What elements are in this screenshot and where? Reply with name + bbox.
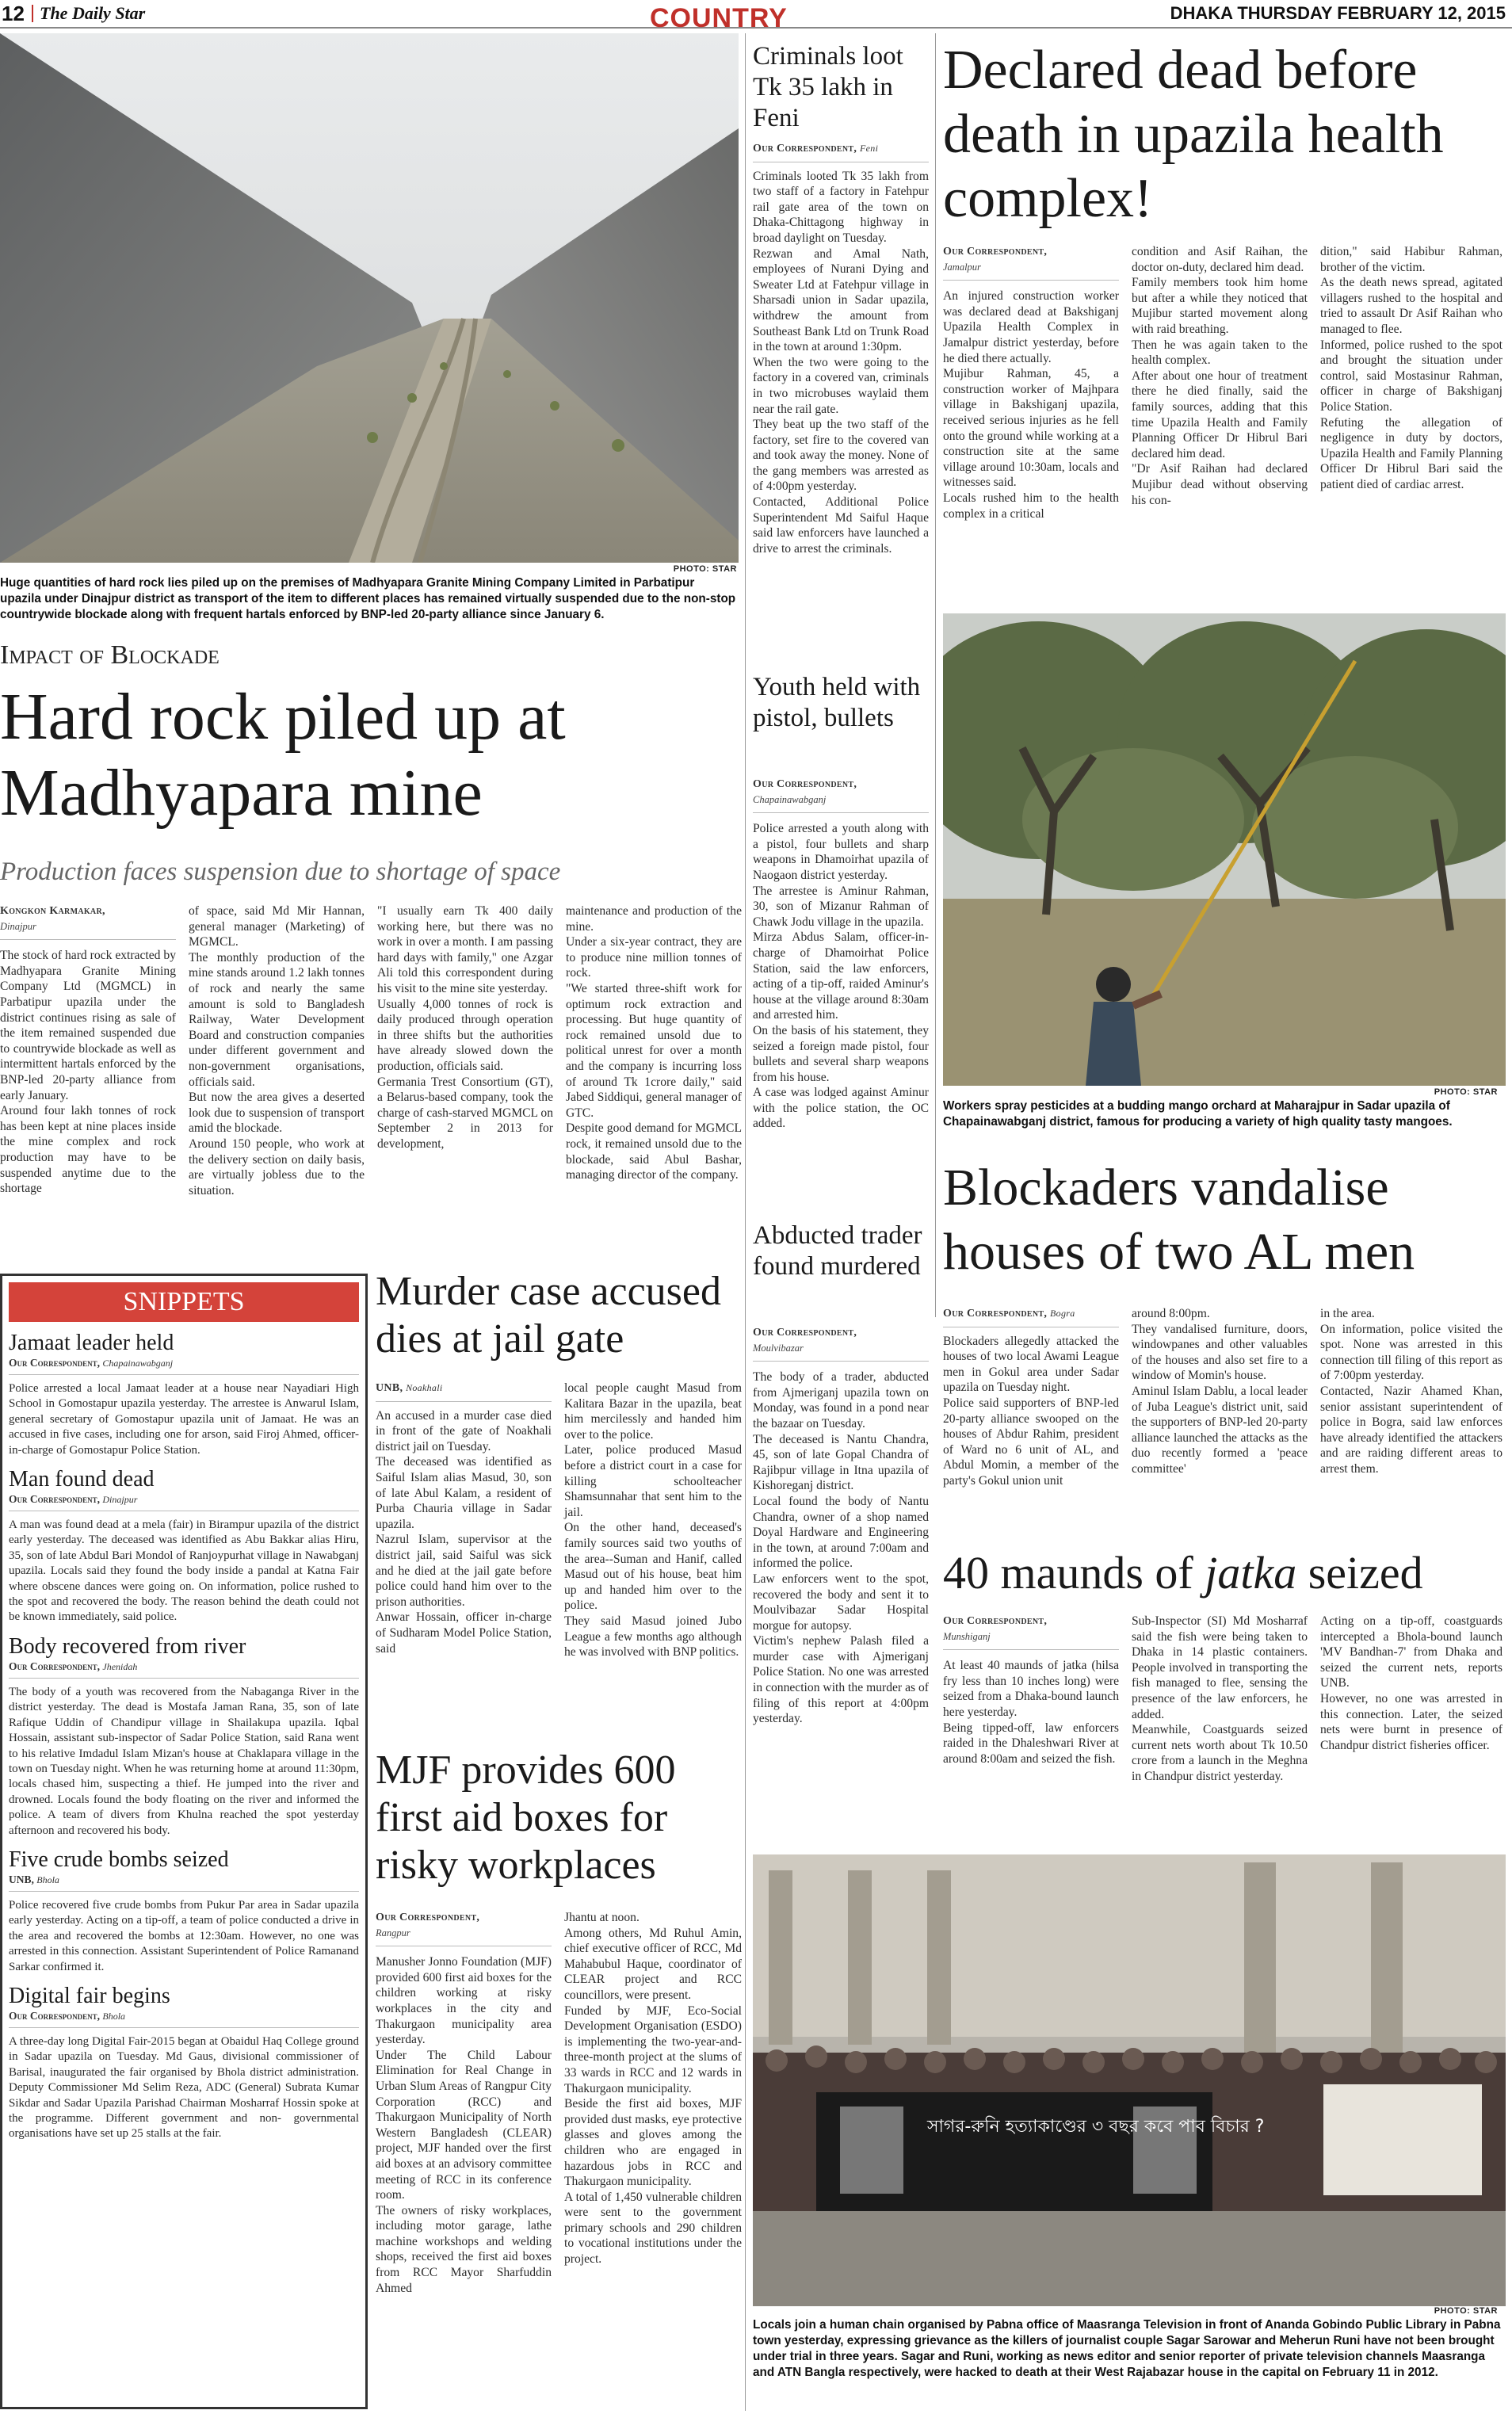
youth-dateline: Chapainawabganj	[753, 793, 929, 814]
feni-col	[753, 141, 929, 556]
youth-text: Police arrested a youth along with a pistol, four bullets and sharp weapons in Dhamoirhat upazila of Naogaon district yesterday. The arrestee is Aminur Rahman, 30, son of Mizanur Rahman of Chawk Jodu village in the upazila. Mirza Abdus Salam, officer-in-charge of Dhamoirhat Police Station, said the law enforcers, acting of a tip-off, raided Aminur's house at the village around 8:30am and arrested him. On the basis of his statement, they seized a foreign made pistol, four bullets and several sharp weapons from his house. A case was lodged against Aminur with the police station, the OC added.	[753, 822, 929, 1131]
snippet-title: Five crude bombs seized	[9, 1847, 229, 1872]
mjf-dateline: Rangpur	[376, 1926, 552, 1947]
section-title: COUNTRY	[650, 3, 788, 33]
snippet-byline: Our Correspondent, Chapainawabganj	[9, 1357, 359, 1375]
masthead-divider	[32, 5, 33, 22]
mine-headline-line1: Hard rock piled up at	[0, 680, 566, 754]
page-number: 12	[2, 2, 25, 25]
mine-col-4: maintenance and production of the mine. Under a six-year contract, they are to produce nine million tonnes of rock. "We started three-shift work for optimum rock extraction and processing. But huge quantity of rock remained unsold due to political unrest for over a month and the company is incurring loss of around Tk 1crore daily," said Jabed Siddiqui, general manager of GTC. Despite good demand for MGMCL rock, it remained unsold due to the blockade, said Abul Bashar, managing director of the company.	[566, 904, 742, 1182]
snippet-title: Digital fair begins	[9, 1983, 170, 2008]
column-rule	[935, 33, 936, 1317]
snippet-item	[9, 1466, 359, 1625]
mine-col-1	[0, 903, 176, 1197]
declared-byline: Our Correspondent,	[943, 246, 1048, 258]
mango-photo	[943, 613, 1506, 1086]
snippet-title: Body recovered from river	[9, 1633, 246, 1659]
snippet-text: A three-day long Digital Fair-2015 began at Obaidul Haq College ground in Sadar upazila on Tuesday. Md Gaus, divisional commissioner of Barisal, inaugurated the fair organised by Bhola district administration. Deputy Commissioner Md Selim Reza, ADC (General) Subrata Kumar Sikdar and Sadar Upazila Parishad Chairman Mosharraf Hossin spoke at the programme. Different government and non- governmental organisations have set up 25 stalls at the fair.	[9, 2034, 359, 2141]
mine-photo-caption: Huge quantities of hard rock lies piled up on the premises of Madhyapara Granite Mining Company Limited in Parbatipur upazila under Dinajpur district as transport of the item to different places has remained virtually suspended due to the non-stop countrywide blockade along with frequent hartals enforced by BNP-led 20-party alliance since January 6.	[0, 576, 736, 621]
declared-dead-headline: Declared dead before death in upazila health complex!	[943, 40, 1444, 229]
mjf-text-1: Manusher Jonno Foundation (MJF) provided 600 first aid boxes for the children working at risky workplaces in the city and Thakurgaon municipality area yesterday. Under The Child Labour Elimination for Real Change in Urban Slum Areas of Rangpur City Corporation (RCC) and Thakurgaon Municipality of North Western Bangladesh (CLEAR) project, MJF handed over the first aid boxes at an advisory committee meeting of RCC in its conference room. The owners of risky workplaces, including motor garage, lathe machine workshops and welding shops, received the first aid boxes from RCC Mayor Sharfuddin Ahmed	[376, 1955, 552, 2295]
paper-name: The Daily Star	[40, 3, 146, 23]
jatka-col-3: Acting on a tip-off, coastguards intercepted a Bhola-bound launch 'MV Bandhan-7' from Dhaka and seized the current nets, reports UNB. However, no one was arrested in this connection. Later, the seized nets were burnt in presence of Chandpur district fisheries officer.	[1320, 1614, 1502, 1752]
declared-text-1: An injured construction worker was declared dead at Bakshiganj Upazila Health Complex in Jamalpur district yesterday, before he died there actually. Mujibur Rahman, 45, a construction worker of Majhpara village in Bakshiganj upazila, received serious injuries as he fell onto the ground while working at a construction site at the same village around 10:30am, locals and witnesses said. Locals rushed him to the health complex in a critical	[943, 289, 1119, 521]
murder-byline: UNB, Noakhali	[376, 1382, 443, 1394]
snippet-title: Man found dead	[9, 1467, 155, 1492]
jatka-byline: Our Correspondent,	[943, 1615, 1048, 1627]
blockaders-col-3: in the area. On information, police visited the spot. None was arrested in this connection till filing of this report as of 7:00pm yesterday. Contacted, Nazir Ahamed Khan, senior assistant superintendent of police in Bogra, said law enforces have already identified the attackers and are raiding different areas to arrest them.	[1320, 1307, 1502, 1476]
blockaders-headline: Blockaders vandalise houses of two AL men	[943, 1159, 1415, 1281]
chain-photo-caption: Locals join a human chain organised by Pabna office of Maasranga Television in front of Ananda Gobindo Public Library in Pabna town yesterday, expressing grievance as the killers of journalist couple Sagar Sarowar and Meherun Runi have not been brought under trial in three years. Sagar and Runi, working as news editor and senior reporter of private television channels Maasranga and ATN Bangla respectively, were hacked to death at their West Rajabazar house in the capital on February 11 in 2012.	[753, 2318, 1501, 2379]
mango-photo-caption: Workers spray pesticides at a budding mango orchard at Maharajpur in Sadar upazila of Chapainawabganj district, famous for producing a variety of high quality tasty mangoes.	[943, 1099, 1453, 1129]
youth-col	[753, 777, 929, 1132]
snippet-item	[9, 1330, 359, 1458]
youth-byline: Our Correspondent,	[753, 778, 857, 790]
abducted-text: The body of a trader, abducted from Ajmeriganj upazila town on Monday, was found in a pond near the bazaar on Tuesday. The deceased is Nantu Chandra, 45, son of late Gopal Chandra of Rajibpur village in Itna upazila of Kishoreganj district. Local found the body of Nantu Chandra, owner of a shop named Doyal Hardware and Engineering in the town, at around 7:00am and informed the police. Law enforcers went to the spot, recovered the body and sent it to Moulvibazar Sadar Hospital morgue for autopsy. Victim's nephew Palash filed a murder case with Ajmeriganj Police Station. No one was arrested in connection with the murder as of filing of this report at 4:00pm yesterday.	[753, 1370, 929, 1726]
snippet-text: Police arrested a local Jamaat leader at a house near Nayadiari High School in Gomostapur upazila yesterday. The arrestee is Anwarul Islam, general secretary of Gomostapur upazila unit of Jamaat. He was an accused in five cases, including one for arson, said Firoj Ahmed, officer-in-charge of Gomostapur Police Station.	[9, 1382, 359, 1457]
mjf-headline: MJF provides 600 first aid boxes for risky workplaces	[376, 1747, 676, 1888]
snippet-text: A man was found dead at a mela (fair) in Birampur upazila of the district early yesterday. The deceased was identified as Abu Bakkar alias Hiru, 35, son of late Abdul Bari Mondol of Ranjoypurhat village in Nawabganj upazila. Locals said they found the body inside a pandal at Katna Fair where obscene dances were going on. On information, police rushed to the spot and recovered the body. The reason behind the death could not be known immediately, said police.	[9, 1518, 359, 1624]
snippet-byline: UNB, Bhola	[9, 1874, 359, 1892]
murder-col-2: local people caught Masud from Kalitara Bazar in the upazila, beat him mercilessly and handed him over to the police. Later, police produced Masud before a district court in a case for killing schoolteacher Shamsunnahar that sent him to the jail. On the other hand, deceased's family sources said two youths of the area--Suman and Hanif, called Masud out of his house, beat him up and handed him over to the police. They said Masud joined Jubo League a few months ago although he was involved with BNP politics.	[564, 1381, 742, 1660]
youth-headline: Youth held with pistol, bullets	[753, 673, 921, 732]
mine-headline-line2: Madhyapara mine	[0, 756, 483, 830]
snippet-text: Police recovered five crude bombs from Pukur Par area in Sadar upazila early yesterday. Acting on a tip-off, a team of police conducted a drive in the area and recovered the bombs at 12:30am. However, no one was arrested in this connection. Assistant Superintendent of Police Ramanand Sarkar confirmed it.	[9, 1898, 359, 1973]
snippet-title: Jamaat leader held	[9, 1331, 174, 1355]
declared-col-3: dition," said Habibur Rahman, brother of the victim. As the death news spread, agitated villagers rushed to the hospital and tried to assault Dr Asif Raihan who managed to flee. Informed, police rushed to the spot and brought the situation under control, said Mostasinur Rahman, officer in charge of Bakshiganj Police Station. Refuting the allegation of negligence in duty by doctors, Upazila Health and Family Planning Officer Dr Hibrul Bari said the patient died of cardiac arrest.	[1320, 245, 1502, 491]
mine-photo	[0, 33, 739, 563]
feni-headline: Criminals loot Tk 35 lakh in Feni	[753, 42, 903, 132]
snippet-byline: Our Correspondent, Jhenidah	[9, 1660, 359, 1679]
murder-text-1: An accused in a murder case died in front of the gate of Noakhali district jail on Tuesday. The deceased was identified as Saiful Islam alias Masud, 30, son of late Abul Kalam, a resident of Purba Chauria village in Sadar upazila. Nazrul Islam, supervisor at the district jail, said Saiful was sick and he died at the jail gate before police could hand him over to the prison authorities. Anwar Hossain, officer in-charge of Sudharam Model Police Station, said	[376, 1408, 552, 1656]
mine-col-3: "I usually earn Tk 400 daily working here, but there was no work in over a month. I am passing hard days with family," one Azgar Ali told this correspondent during his visit to the mine site yesterday. Usually 4,000 tonnes of rock is daily produced through operation in three shifts but the authorities have already slowed down the production, officials said. Germania Trest Consortium (GT), a Belarus-based company, took the charge of cash-starved MGMCL on September 2 in 2013 for development,	[377, 904, 553, 1151]
mango-photo-credit: PHOTO: STAR	[1434, 1087, 1498, 1097]
mine-byline: Kongkon Karmakar,	[0, 905, 105, 917]
feni-text: Criminals looted Tk 35 lakh from two staff of a factory in Fatehpur rail gate area of the town on Dhaka-Chittagong highway in broad daylight on Tuesday. Rezwan and Amal Nath, employees of Nurani Dying and Sweater Ltd at Fatehpur village in Sharsadi union in Sadar upazila, withdrew the amount from Southeast Bank Ltd on Trunk Road in the town at around 1:30pm. When the two were going to the factory in a covered van, criminals in two microbuses waylaid them near the rail gate. They beat up the two staff of the factory, set fire to the covered van and took away the money. None of the gang members was arrested as of 4:00pm yesterday. Contacted, Additional Police Superintendent Md Saiful Haque said law enforcers have launched a drive to arrest the criminals.	[753, 169, 929, 556]
mjf-col-2: Jhantu at noon. Among others, Md Ruhul Amin, chief executive officer of RCC, Md Mahabubul Haque, coordinator of CLEAR project and RCC councillors, were present. Funded by MJF, Eco-Social Development Organisation (ESDO) is implementing the two-year-and-three-month project at the slums of 33 wards in RCC and 12 wards in Thakurgaon municipality. Beside the first aid boxes, MJF provided dust masks, eye protective glasses and gloves among the children who are engaged in hazardous jobs in RCC and Thakurgaon municipality. A total of 1,450 vulnerable children were sent to the government primary schools and 290 children to vocational institutions under the project.	[564, 1911, 742, 2267]
mine-dateline: Dinajpur	[0, 919, 176, 941]
declared-dateline: Jamalpur	[943, 260, 1119, 281]
declared-col-2: condition and Asif Raihan, the doctor on-duty, declared him dead. Family members took him home but after a while they noticed that Mujibur started movement along with raid breathing. Then he was again taken to the health complex. After about one hour of treatment there he died finally, said the family sources, adding that this time Upazila Health and Family Planning Officer Dr Hibrul Bari declared him dead. "Dr Asif Raihan had declared Mujibur dead without observing his con-	[1132, 245, 1308, 507]
declared-col-1	[943, 244, 1119, 521]
snippet-item	[9, 1983, 359, 2142]
snippet-text: The body of a youth was recovered from the Nabaganga River in the district yesterday. The dead is Mostafa Jaman Rana, 35, son of late Rafique Uddin of Chandipur village in Shailakupa upazila. Iqbal Hossain, assistant sub-inspector of Sadar Police Station, said Rana went to his relative Imdadul Islam Mizan's house at Chaklapara village in the town on Tuesday night. When he was returning home at around 11:30pm, locals chased him, suspecting a thief. He jumped into the river and drowned. Locals found the body floating on the river and informed the police. A team of divers from Khulna reached the spot yesterday afternoon and recovered his body.	[9, 1685, 359, 1837]
murder-col-1	[376, 1381, 552, 1656]
mine-kicker: Impact of Blockade	[0, 640, 220, 670]
chain-photo-credit: PHOTO: STAR	[1434, 2306, 1498, 2316]
abducted-dateline: Moulvibazar	[753, 1341, 929, 1362]
jatka-col-2: Sub-Inspector (SI) Md Mosharraf said the fish were being taken to Dhaka in 14 plastic containers. People involved in transporting the fish managed to flee, sensing the presence of the law enforcers, he added. Meanwhile, Coastguards seized current nets worth about Tk 10.50 crore from a launch in the Meghna in Chandpur district yesterday.	[1132, 1614, 1308, 1783]
jatka-headline: 40 maunds of jatka seized	[943, 1547, 1423, 1599]
feni-byline: Our Correspondent, Feni	[753, 143, 879, 155]
mine-photo-credit: PHOTO: STAR	[673, 564, 737, 574]
murder-headline: Murder case accused dies at jail gate	[376, 1269, 721, 1362]
jatka-dateline: Munshiganj	[943, 1629, 1119, 1651]
mine-col-2: of space, said Md Mir Hannan, general manager (Marketing) of MGMCL. The monthly production of the mine stands around 1.2 lakh tonnes of rock and nearly the same amount is sold to Bangladesh Railway, Water Development Board and construction companies under different government and non-government organisations, officials said. But now the area gives a deserted look due to suspension of transport amid the blockade. Around 150 people, who work at the delivery section on daily basis, are virtually jobless due to the situation.	[189, 904, 365, 1197]
column-rule	[745, 33, 746, 2411]
abducted-headline: Abducted trader found murdered	[753, 1221, 922, 1281]
jatka-col-1	[943, 1614, 1119, 1767]
mjf-byline: Our Correspondent,	[376, 1912, 480, 1923]
blockaders-byline: Our Correspondent, Bogra	[943, 1308, 1075, 1320]
snippets-box	[0, 1274, 368, 2409]
abducted-byline: Our Correspondent,	[753, 1327, 857, 1339]
abducted-col	[753, 1325, 929, 1727]
blockaders-col-1	[943, 1306, 1119, 1489]
blockaders-text-1: Blockaders allegedly attacked the houses of two local Awami League men in Gokul area under Sadar upazila on Tuesday night. Police said supporters of BNP-led 20-party alliance swooped on the houses of Abdur Rahim, president of Ward no 6 unit of AL, and Abdul Momin, a member of the party's Gokul union unit	[943, 1334, 1119, 1488]
snippet-byline: Our Correspondent, Bhola	[9, 2010, 359, 2028]
mine-text-1: The stock of hard rock extracted by Madhyapara Granite Mining Company Ltd (MGMCL) in Parbatipur upazila under the district continues rising as sale of the item remained suspended due to countrywide blockade as well as intermittent hartals enforced by the BNP-led 20-party alliance from early January. Around four lakh tonnes of rock has been kept at nine places inside the mine complex and rock production may have to be suspended anytime due to the shortage	[0, 949, 176, 1196]
blockaders-col-2: around 8:00pm. They vandalised furniture, doors, windowpanes and other valuables of the houses and also set fire to a window of Momin's house. Aminul Islam Dablu, a local leader of Juba League's district unit, said the supporters of BNP-led 20-party alliance launched the attacks as the duo recently formed a 'peace committee'	[1132, 1307, 1308, 1476]
mjf-col-1	[376, 1910, 552, 2296]
snippets-banner: SNIPPETS	[9, 1282, 359, 1322]
mine-deck: Production faces suspension due to shortage of space	[0, 858, 561, 886]
snippet-byline: Our Correspondent, Dinajpur	[9, 1493, 359, 1511]
date-line: DHAKA THURSDAY FEBRUARY 12, 2015	[1170, 3, 1506, 23]
human-chain-photo	[753, 1854, 1506, 2306]
snippet-item	[9, 1847, 359, 1975]
snippet-item	[9, 1633, 359, 1839]
masthead	[0, 0, 1512, 33]
banner-text: সাগর-রুনি হত্যাকাণ্ডের ৩ বছর কবে পাব বিচার ?	[927, 2117, 1265, 2137]
jatka-text-1: At least 40 maunds of jatka (hilsa fry less than 10 inches long) were seized from a Dhaka-bound launch here yesterday. Being tipped-off, law enforcers raided in the Dhaleshwari River at around 8:00am and seized the fish.	[943, 1659, 1119, 1766]
